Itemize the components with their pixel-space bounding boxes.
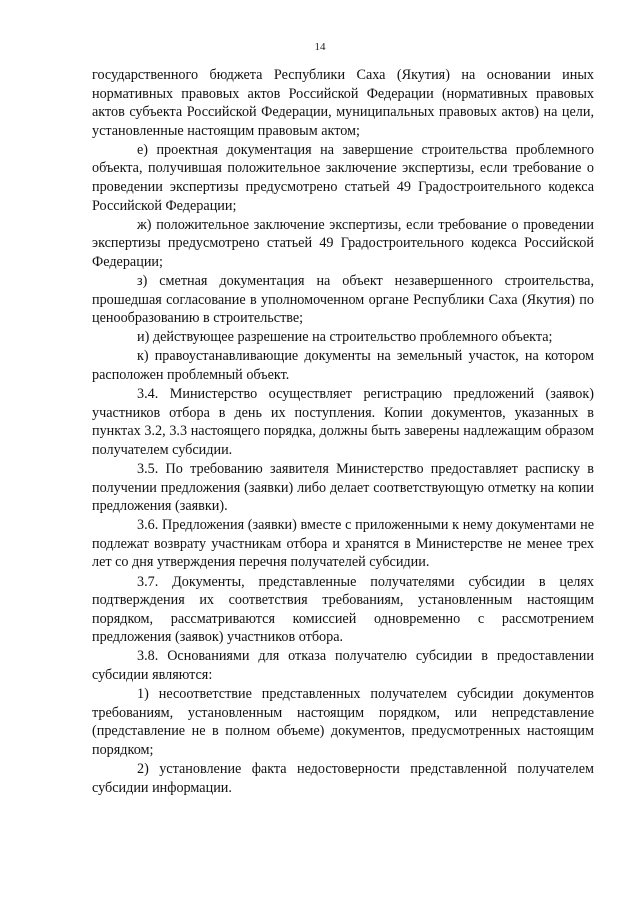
paragraph-item-k: к) правоустанавливающие документы на земельный участок, на котором расположен проблемный объект. [92, 348, 594, 383]
paragraph-refusal-reason-2: 2) установление факта недостоверности представленной получателем субсидии информации. [92, 760, 594, 796]
paragraph-3-6: 3.6. Предложения (заявки) вместе с приложенными к нему документами не подлежат возврату участникам отбора и хранятся в Министерстве не менее трех лет со дня утверждения перечня получателей субсидии. [92, 517, 594, 571]
paragraph-3-5: 3.5. По требованию заявителя Министерство предоставляет расписку в получении предложения (заявки) либо делает соответствующую отметку на копии предложения (заявки). [92, 460, 594, 515]
paragraph-3-4: 3.4. Министерство осуществляет регистрацию предложений (заявок) участников отбора в день их поступления. Копии документов, указанных в пунктах 3.2, 3.3 настоящего порядка, должны быть заверены надлежащим образом получателем субсидии. [92, 386, 594, 458]
paragraph-budget-basis: государственного бюджета Республики Саха (Якутия) на основании иных нормативных правовых актов Российской Федерации (нормативных правовых актов субъекта Российской Федерации, муниципальных правовых актов) на цели, установленные настоящим правовым актом; [92, 67, 594, 139]
paragraph-item-zh: ж) положительное заключение экспертизы, если требование о проведении экспертизы предусмотрено статьей 49 Градостроительного кодекса Российской Федерации; [92, 216, 594, 270]
paragraph-item-i: и) действующее разрешение на строительство проблемного объекта; [137, 329, 553, 346]
page-number: 14 [314, 41, 326, 53]
paragraph-item-z: з) сметная документация на объект незавершенного строительства, прошедшая согласование в уполномоченном органе Республики Саха (Якутия) по ценообразованию в строительстве; [92, 273, 594, 327]
paragraph-item-e: е) проектная документация на завершение строительства проблемного объекта, получившая положительное заключение экспертизы, если требование о проведении экспертизы предусмотрено статьей 49 Градостроительного кодекса Российской Федерации; [92, 141, 594, 214]
paragraph-3-7: 3.7. Документы, представленные получателями субсидии в целях подтверждения их соответствия требованиям, установленным настоящим порядком, рассматриваются комиссией одновременно с рассмотрением предложения (заявок) участников отбора. [92, 573, 594, 646]
paragraph-refusal-reason-1: 1) несоответствие представленных получателем субсидии документов требованиям, установленным настоящим порядком, или непредставление (представление не в полном объеме) документов, предусмотренных настоящим порядком; [92, 686, 594, 758]
paragraph-3-8: 3.8. Основаниями для отказа получателю субсидии в предоставлении субсидии являются: [92, 648, 594, 683]
